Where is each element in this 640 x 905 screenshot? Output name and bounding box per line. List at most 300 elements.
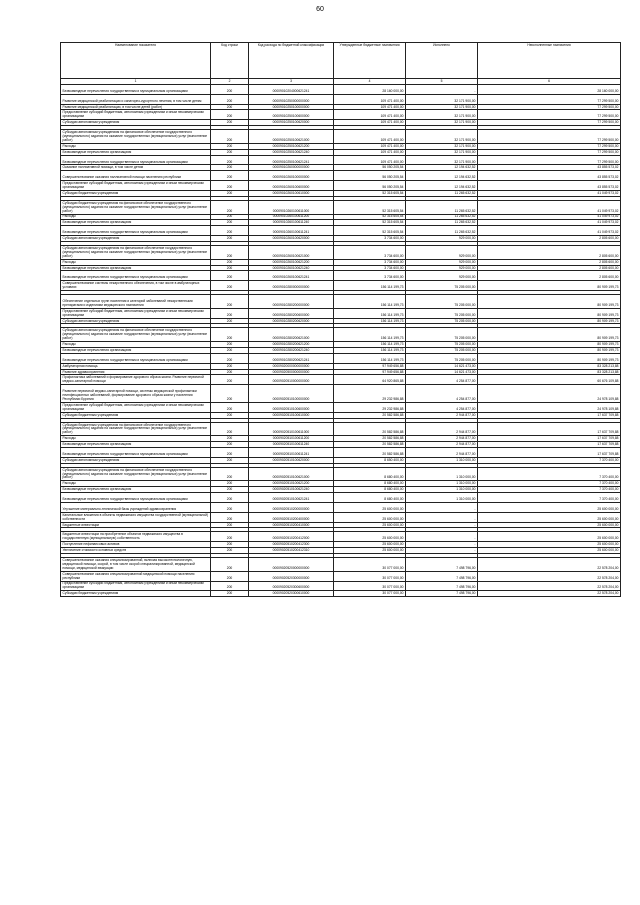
row-executed: 32 171 900,00 [406,104,478,110]
row-approved: 52 315 605,54 [334,200,406,214]
table-row [61,385,621,403]
row-name: Амбулаторная помощь [61,363,211,369]
table-row [61,502,621,512]
row-executed: 75 205 000,00 [406,353,478,363]
row-executed: 75 205 000,00 [406,342,478,348]
row-executed: 929 000,00 [406,271,478,281]
table-row [61,200,621,214]
row-executed: 75 205 000,00 [406,328,478,342]
row-executed: 929 000,00 [406,259,478,265]
row-approved: 25 600 000,00 [334,532,406,542]
row-approved: 25 600 000,00 [334,522,406,528]
row-line-code: 200 [211,532,249,542]
row-budget-code: 00009020510100621200 [249,481,334,487]
row-unexecuted: 2 805 600,00 [478,259,621,265]
row-executed: 929 000,00 [406,245,478,259]
row-budget-code: 00009010260100611000 [249,200,334,214]
row-approved: 25 600 000,00 [334,548,406,554]
row-unexecuted: 2 805 600,00 [478,265,621,271]
row-name: Субсидии бюджетным учреждениям на финансовое обеспечение государственного (муниципального) задания на оказание государственных (муниципальных) услуг (выполнение работ) [61,200,211,214]
row-budget-code: 00009020520300600000 [249,581,334,591]
row-line-code: 200 [211,493,249,503]
row-unexecuted: 7 370 400,00 [478,481,621,487]
row-budget-code: 00009020510100000000 [249,385,334,403]
row-name: Безвозмездные перечисления государственным и муниципальным организациям [61,353,211,363]
row-executed: 12 194 632,52 [406,181,478,191]
table-row [61,226,621,236]
row-name: Расходы [61,342,211,348]
header-executed: Исполнено [406,43,478,79]
row-name: Бюджетные инвестиции [61,522,211,528]
row-executed: 7 498 796,00 [406,581,478,591]
row-name: Развитие первичной медико-санитарной помощи, системы медицинской профилактики неинфекционных заболеваний, формирование здорового образа жизни у населения Республики Бурятия [61,385,211,403]
row-budget-code: 00009010250100621240 [249,149,334,155]
row-line-code: 200 [211,318,249,324]
row-budget-code: 00009010250100600000 [249,110,334,120]
row-budget-code: 00009020510100621000 [249,467,334,481]
row-approved: 3 734 600,00 [334,271,406,281]
row-approved: 25 600 000,00 [334,502,406,512]
row-line-code: 200 [211,155,249,165]
row-unexecuted: 77 299 500,00 [478,155,621,165]
row-name: Расходы [61,436,211,442]
row-executed: 4 254 877,00 [406,402,478,412]
row-budget-code: 00009020510100611000 [249,422,334,436]
row-budget-code: 00009010260100621240 [249,265,334,271]
row-approved: 8 680 400,00 [334,493,406,503]
row-unexecuted: 43 855 573,02 [478,165,621,171]
row-unexecuted: 24 978 109,88 [478,385,621,403]
col-number: 5 [406,79,478,85]
row-budget-code: 00009010260000000000 [249,165,334,171]
row-name: Расходы [61,481,211,487]
row-unexecuted: 25 600 000,00 [478,502,621,512]
row-approved: 52 315 605,54 [334,190,406,196]
row-line-code: 200 [211,328,249,342]
row-budget-code: 00009010260100000000 [249,171,334,181]
row-line-code: 200 [211,422,249,436]
row-approved: 109 471 400,00 [334,149,406,155]
row-name: Совершенствование оказания специализированной медицинской помощи населению республики [61,571,211,581]
row-executed: 32 171 900,00 [406,94,478,104]
row-line-code: 200 [211,522,249,528]
table-row [61,328,621,342]
row-unexecuted: 2 805 600,00 [478,236,621,242]
row-executed: - [406,502,478,512]
row-line-code: 200 [211,226,249,236]
row-name: Расходы [61,143,211,149]
row-unexecuted: 83 328 213,88 [478,363,621,369]
budget-table [60,42,621,597]
row-approved: 25 600 000,00 [334,542,406,548]
row-budget-code: 00009020510100611200 [249,436,334,442]
row-unexecuted: 80 909 199,73 [478,318,621,324]
table-row [61,281,621,291]
row-unexecuted: 22 578 204,00 [478,558,621,572]
row-budget-code: 00009010260100611200 [249,214,334,220]
row-unexecuted: 77 299 500,00 [478,104,621,110]
row-name: Развитие здравоохранения [61,369,211,375]
table-row [61,512,621,522]
row-executed: 1 310 000,00 [406,487,478,493]
row-approved: 3 734 600,00 [334,245,406,259]
row-budget-code: 00009010260100610000 [249,190,334,196]
header-budget-code: Код расхода по бюджетной классификации [249,43,334,79]
row-executed: 75 205 000,00 [406,295,478,309]
row-name: Безвозмездные перечисления государственным и муниципальным организациям [61,493,211,503]
row-approved: 8 680 400,00 [334,487,406,493]
row-unexecuted: 80 909 199,73 [478,342,621,348]
row-line-code: 200 [211,548,249,554]
row-unexecuted: 25 600 000,00 [478,532,621,542]
row-executed: 32 171 900,00 [406,155,478,165]
row-name: Субсидии автономным учреждениям на финансовое обеспечение государственного (муниципального) задания на оказание государственных (муниципальных) услуг (выполнение работ) [61,467,211,481]
row-executed: 11 265 632,52 [406,226,478,236]
row-unexecuted: 80 909 199,73 [478,347,621,353]
row-line-code: 200 [211,295,249,309]
row-name: Безвозмездные перечисления государственным и муниципальным организациям [61,271,211,281]
row-line-code: 200 [211,130,249,144]
row-budget-code: 00009020510100620000 [249,457,334,463]
row-unexecuted: 22 578 204,00 [478,581,621,591]
row-name: Субсидии бюджетным учреждениям на финансовое обеспечение государственного (муниципального) задания на оказание государственных (муниципальных) услуг (выполнение работ) [61,422,211,436]
row-executed: 32 171 900,00 [406,143,478,149]
col-number: 1 [61,79,211,85]
row-executed: 1 310 000,00 [406,457,478,463]
row-line-code: 200 [211,120,249,126]
table-row [61,308,621,318]
row-executed: 32 171 900,00 [406,110,478,120]
row-approved: 52 315 605,54 [334,220,406,226]
row-unexecuted: 17 637 709,88 [478,412,621,418]
col-number: 3 [249,79,334,85]
row-line-code: 200 [211,369,249,375]
row-budget-code: 00009010280200621000 [249,328,334,342]
row-approved: 30 077 000,00 [334,571,406,581]
row-name: Субсидии автономным учреждениям [61,318,211,324]
row-budget-code: 00009010250100000000 [249,104,334,110]
row-budget-code: 00009010260100611241 [249,226,334,236]
row-budget-code: 00009010260100611240 [249,220,334,226]
row-approved: 8 680 400,00 [334,467,406,481]
row-line-code: 200 [211,200,249,214]
row-approved: 56 050 205,54 [334,181,406,191]
row-approved: 25 600 000,00 [334,512,406,522]
row-budget-code: 00009010204000621241 [249,85,334,95]
row-line-code: 200 [211,265,249,271]
row-line-code: 200 [211,281,249,291]
row-budget-code: 00009020510200000000 [249,502,334,512]
row-name: Субсидии автономным учреждениям [61,457,211,463]
row-budget-code: 00009010250000000000 [249,94,334,104]
row-executed: 14 621 473,00 [406,363,478,369]
row-line-code: 200 [211,558,249,572]
row-executed: 1 310 000,00 [406,467,478,481]
row-approved: 3 734 600,00 [334,259,406,265]
table-row [61,85,621,95]
row-executed: 32 171 900,00 [406,120,478,126]
row-name: Безвозмездные перечисления организациям [61,487,211,493]
row-unexecuted: 80 909 199,73 [478,308,621,318]
row-unexecuted: 80 909 199,73 [478,353,621,363]
row-executed: 7 498 796,00 [406,591,478,597]
row-line-code: 200 [211,259,249,265]
row-approved: 156 114 199,73 [334,318,406,324]
row-approved: 97 949 656,88 [334,363,406,369]
row-name: Развитие медицинской реабилитации и санаторно-курортного лечения, в том числе детям [61,94,211,104]
row-name: Безвозмездные перечисления организациям [61,265,211,271]
row-unexecuted: 60 676 109,88 [478,375,621,385]
row-name: Безвозмездные перечисления организациям [61,347,211,353]
row-budget-code: 00009010260100600000 [249,181,334,191]
table-row [61,422,621,436]
row-budget-code: 00009010250100621000 [249,130,334,144]
row-name: Поступление нефинансовых активов [61,542,211,548]
row-budget-code: 00009020510100610000 [249,412,334,418]
row-unexecuted: 25 600 000,00 [478,522,621,528]
row-line-code: 200 [211,402,249,412]
row-line-code: 200 [211,236,249,242]
table-row [61,581,621,591]
row-approved: 8 650 400,00 [334,457,406,463]
row-executed: 2 944 877,00 [406,436,478,442]
row-budget-code: 00009020510200400000 [249,512,334,522]
row-line-code: 200 [211,149,249,155]
row-approved: 30 077 000,00 [334,581,406,591]
row-name: Субсидии автономным учреждениям на финансовое обеспечение государственного (муниципального) задания на оказание государственных (муниципальных) услуг (выполнение работ) [61,245,211,259]
row-line-code: 200 [211,181,249,191]
row-name: Предоставление субсидий бюджетным, автономным учреждениям и иным некоммерческим организациям [61,181,211,191]
row-budget-code: 00009010250100620000 [249,120,334,126]
row-name: Предоставление субсидий бюджетным, автономным учреждениям и иным некоммерческим организациям [61,110,211,120]
row-name: Безвозмездные перечисления государственным и муниципальным организациям [61,85,211,95]
row-unexecuted: 77 299 500,00 [478,130,621,144]
row-budget-code: 00009020000000000000 [249,363,334,369]
table-row [61,155,621,165]
table-row [61,110,621,120]
row-unexecuted: 17 637 709,88 [478,448,621,458]
row-line-code: 200 [211,271,249,281]
row-approved: 109 471 400,00 [334,110,406,120]
row-unexecuted: 2 805 600,00 [478,271,621,281]
row-name: Предоставление субсидий бюджетным, автономным учреждениям и иным некоммерческим организациям [61,308,211,318]
row-approved: 29 232 986,88 [334,385,406,403]
header-name: Наименование показателя [61,43,211,79]
header-unexecuted: Неисполненные назначения [478,43,621,79]
row-unexecuted: 17 637 709,88 [478,436,621,442]
row-line-code: 200 [211,165,249,171]
row-unexecuted: 7 370 400,00 [478,467,621,481]
row-line-code: 200 [211,245,249,259]
row-approved: 109 471 400,00 [334,120,406,126]
row-unexecuted: 43 855 573,02 [478,171,621,181]
row-budget-code: 00009010280200621200 [249,342,334,348]
row-line-code: 200 [211,104,249,110]
row-line-code: 200 [211,143,249,149]
table-row [61,448,621,458]
row-executed: 32 171 900,00 [406,130,478,144]
col-number: 2 [211,79,249,85]
row-line-code: 200 [211,342,249,348]
row-executed: 2 944 877,00 [406,422,478,436]
row-approved: 156 114 199,73 [334,295,406,309]
row-line-code: 200 [211,375,249,385]
row-unexecuted: 24 978 109,88 [478,402,621,412]
row-budget-code: 00009020510200410000 [249,522,334,528]
row-approved: 97 949 656,88 [334,369,406,375]
row-name: Безвозмездные перечисления организациям [61,442,211,448]
row-approved: 20 582 586,88 [334,448,406,458]
row-line-code: 200 [211,591,249,597]
row-approved: 20 582 586,88 [334,436,406,442]
table-row [61,375,621,385]
row-budget-code: 00009020510200412000 [249,532,334,542]
row-line-code: 200 [211,512,249,522]
row-line-code: 200 [211,457,249,463]
row-unexecuted: 41 049 973,02 [478,200,621,214]
row-budget-code: 00009020510100621240 [249,487,334,493]
row-line-code: 200 [211,171,249,181]
row-executed: 929 000,00 [406,236,478,242]
row-line-code: 200 [211,436,249,442]
row-approved: 28 160 000,00 [334,85,406,95]
row-line-code: 200 [211,308,249,318]
row-unexecuted: 25 600 000,00 [478,512,621,522]
row-approved: 20 582 586,88 [334,422,406,436]
row-budget-code: 00009020520000000000 [249,558,334,572]
row-approved: 109 471 400,00 [334,143,406,149]
row-executed: - [406,548,478,554]
row-name: Улучшение материально-технической базы учреждений здравоохранения [61,502,211,512]
table-row [61,353,621,363]
col-number: 6 [478,79,621,85]
row-approved: 56 050 205,54 [334,171,406,181]
table-row [61,493,621,503]
row-executed: 75 205 000,00 [406,318,478,324]
row-unexecuted: 25 600 000,00 [478,542,621,548]
row-unexecuted: 80 909 199,73 [478,328,621,342]
row-unexecuted: 77 299 500,00 [478,149,621,155]
row-budget-code: 00009010280000000000 [249,281,334,291]
row-budget-code: 00009010260100621200 [249,259,334,265]
table-row [61,245,621,259]
row-name: Расходы [61,214,211,220]
row-executed: 32 171 900,00 [406,149,478,155]
row-unexecuted: 41 049 973,02 [478,220,621,226]
row-executed: 7 498 796,00 [406,571,478,581]
row-name: Обеспечение отдельных групп населения и категорий заболеваний лекарственными препаратами и изделиями медицинского назначения [61,295,211,309]
col-number: 4 [334,79,406,85]
row-name: Субсидии бюджетным учреждениям [61,190,211,196]
row-name: Бюджетные инвестиции на приобретение объектов недвижимого имущества в государственную (муниципальную) собственность [61,532,211,542]
table-row [61,532,621,542]
row-budget-code: 00009020500000000000 [249,369,334,375]
row-name: Субсидии бюджетным учреждениям [61,412,211,418]
row-approved: 52 315 605,54 [334,226,406,236]
row-unexecuted: 77 299 500,00 [478,120,621,126]
row-name: Предоставление субсидий бюджетным, автономным учреждениям и иным некоммерческим организациям [61,402,211,412]
row-line-code: 200 [211,85,249,95]
row-line-code: 200 [211,448,249,458]
row-approved: 3 734 600,00 [334,236,406,242]
row-executed: 929 000,00 [406,265,478,271]
row-name: Безвозмездные перечисления организациям [61,149,211,155]
row-name: Оказание паллиативной помощи, в том числе детям [61,165,211,171]
row-name: Безвозмездные перечисления организациям [61,220,211,226]
page-number: 60 [316,6,324,13]
row-budget-code: 00009010260100621000 [249,245,334,259]
row-budget-code: 00009020510100600000 [249,402,334,412]
row-line-code: 200 [211,347,249,353]
row-approved: 3 734 600,00 [334,265,406,271]
row-approved: 156 114 199,73 [334,281,406,291]
row-unexecuted: 41 049 973,02 [478,214,621,220]
row-approved: 156 114 199,73 [334,328,406,342]
row-line-code: 200 [211,581,249,591]
row-unexecuted: 22 578 204,00 [478,591,621,597]
row-line-code: 200 [211,571,249,581]
row-name: Совершенствование оказания паллиативной помощи населению республики [61,171,211,181]
row-approved: 56 050 205,54 [334,165,406,171]
table-row [61,295,621,309]
row-line-code: 200 [211,353,249,363]
row-name: Расходы [61,259,211,265]
header-approved: Утвержденные бюджетные назначения [334,43,406,79]
row-name: Субсидии автономным учреждениям [61,120,211,126]
row-unexecuted: 77 299 500,00 [478,110,621,120]
row-executed: 12 194 632,52 [406,165,478,171]
table-row [61,271,621,281]
row-unexecuted: 83 328 213,88 [478,369,621,375]
row-line-code: 200 [211,467,249,481]
row-approved: 64 920 865,88 [334,375,406,385]
row-executed: 7 498 796,00 [406,558,478,572]
row-executed: 75 205 000,00 [406,347,478,353]
row-approved: 20 582 586,88 [334,442,406,448]
row-unexecuted: 80 909 199,73 [478,281,621,291]
row-budget-code: 00009010260100620000 [249,236,334,242]
row-budget-code: 00009010280200000000 [249,295,334,309]
row-executed: 4 254 877,00 [406,375,478,385]
row-line-code: 200 [211,412,249,418]
row-name: Профилактика заболеваний и формирование здорового образа жизни. Развитие первичной медико-санитарной помощи [61,375,211,385]
row-line-code: 200 [211,220,249,226]
row-executed: 1 310 000,00 [406,481,478,487]
header-row [61,43,621,79]
row-executed: 2 944 877,00 [406,448,478,458]
table-row [61,130,621,144]
row-name: Развитие медицинской реабилитации, в том числе детей (работ) [61,104,211,110]
row-budget-code: 00009020510200412310 [249,548,334,554]
row-name: Субсидии автономным учреждениям на финансовое обеспечение государственного (муниципального) задания на оказание государственных (муниципальных) услуг (выполнение работ) [61,130,211,144]
row-budget-code: 00009010280200620000 [249,318,334,324]
row-approved: 109 471 400,00 [334,104,406,110]
row-budget-code: 00009020520300610000 [249,591,334,597]
row-approved: 52 315 605,54 [334,214,406,220]
row-budget-code: 00009010280200621241 [249,353,334,363]
row-approved: 156 114 199,73 [334,353,406,363]
row-unexecuted: 2 805 600,00 [478,245,621,259]
header-line-code: Код строки [211,43,249,79]
row-unexecuted: 43 855 573,02 [478,181,621,191]
table-row [61,571,621,581]
row-unexecuted: 25 600 000,00 [478,548,621,554]
row-unexecuted: 41 049 973,02 [478,226,621,236]
table-row [61,171,621,181]
row-budget-code: 00009020510100611241 [249,448,334,458]
row-line-code: 200 [211,385,249,403]
row-budget-code: 00009010250100621200 [249,143,334,149]
